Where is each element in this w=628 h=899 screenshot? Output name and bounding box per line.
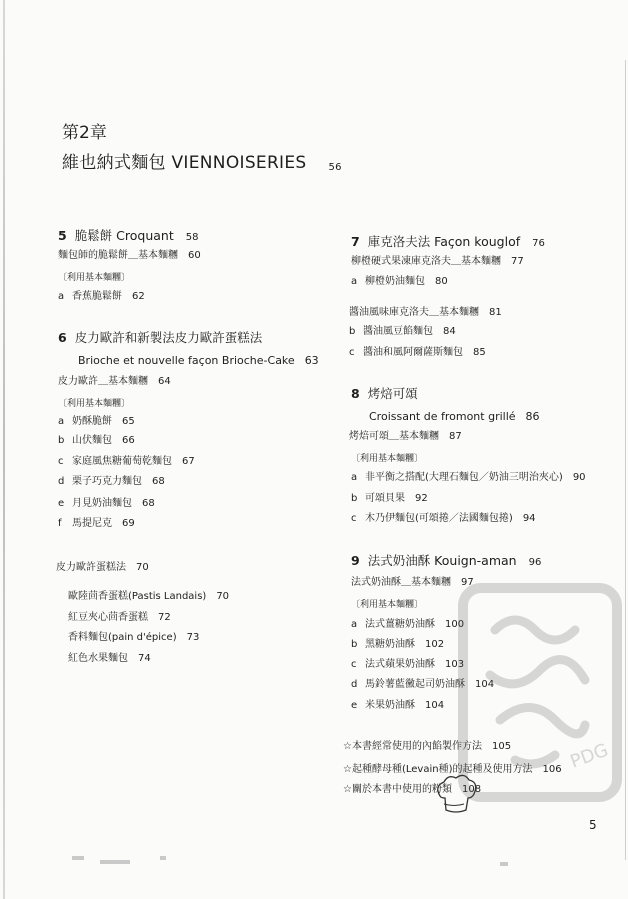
item-letter: a: [58, 416, 65, 427]
entry-page-number: 74: [138, 653, 151, 664]
item-letter: b: [58, 435, 65, 446]
entry-title: Croissant de fromont grillé: [369, 410, 516, 423]
entry-page-number: 104: [475, 679, 495, 690]
toc-item: [351, 639, 444, 651]
toc-item: [58, 416, 135, 428]
entry-title: 法式蘋果奶油酥: [365, 659, 435, 670]
entry-title: 法式薑糖奶油酥: [365, 619, 435, 630]
chapter-title: [62, 148, 342, 173]
entry-title: 法式奶油酥 Kouign-aman: [367, 553, 517, 568]
page-number: 5: [589, 818, 597, 832]
toc-item: [68, 632, 199, 644]
scan-speck: [160, 856, 166, 860]
entry-title: 紅色水果麵包: [68, 653, 128, 664]
toc-item: [58, 291, 145, 303]
entry-page-number: 65: [122, 416, 135, 427]
entry-title: 烤焙可頌: [367, 386, 418, 401]
entry-title: ☆本書經常使用的內餡製作方法: [343, 741, 482, 752]
toc-note: [58, 398, 130, 410]
toc-item: [68, 612, 171, 624]
chapter-page: 56: [328, 162, 342, 173]
entry-page-number: 102: [425, 639, 445, 650]
section-number: 7: [351, 234, 360, 249]
entry-page-number: 58: [185, 232, 199, 243]
item-letter: a: [351, 276, 358, 287]
toc-item: [349, 347, 486, 359]
toc-item: [351, 513, 536, 525]
toc-item: [68, 653, 151, 665]
item-letter: b: [351, 639, 358, 650]
chef-hat-icon: [432, 774, 478, 818]
entry-title: 可頌貝果: [365, 493, 405, 504]
entry-title: 歐陸茴香蛋糕(Pastis Landais): [68, 591, 207, 602]
entry-page-number: 100: [445, 619, 465, 630]
scan-speck: [500, 862, 508, 866]
entry-title: 柳橙硬式果凍庫克洛夫＿基本麵糰: [351, 256, 501, 267]
entry-title: 月見奶油麵包: [72, 498, 132, 509]
entry-title: 脆鬆餅 Croquant: [74, 228, 174, 243]
entry-title: 山伏麵包: [72, 435, 112, 446]
entry-page-number: 96: [528, 557, 542, 568]
toc-item: [351, 659, 464, 671]
scan-speck: [72, 856, 84, 860]
entry-title: 柳橙奶油麵包: [365, 276, 425, 287]
entry-title: 皮力歐許和新製法皮力歐許蛋糕法: [74, 330, 263, 345]
entry-title: 烤焙可頌＿基本麵糰: [349, 431, 439, 442]
entry-page-number: 72: [158, 612, 171, 623]
entry-page-number: 62: [132, 291, 145, 302]
page-edge-line: [625, 60, 626, 860]
toc-sub: [369, 410, 540, 423]
toc-line: [349, 307, 502, 319]
entry-title: 奶酥脆餅: [72, 416, 112, 427]
entry-title: 法式奶油酥＿基本麵糰: [351, 577, 451, 588]
toc-heading: [58, 330, 262, 345]
entry-title: 〔利用基本麵糰〕: [351, 600, 424, 610]
entry-page-number: 73: [186, 632, 200, 643]
entry-title: 醬油風豆餡麵包: [363, 326, 433, 337]
section-number: 8: [351, 386, 360, 401]
entry-title: 米果奶油酥: [365, 700, 415, 711]
section-number: 9: [351, 553, 360, 568]
entry-title: 馬提尼克: [72, 518, 112, 529]
entry-title: 〔利用基本麵糰〕: [58, 273, 131, 283]
toc-line: [351, 256, 524, 268]
entry-title: ☆起種酵母種(Levain種)的起種及使用方法: [343, 764, 533, 775]
item-letter: e: [351, 700, 358, 711]
item-letter: e: [58, 498, 65, 509]
entry-page-number: 97: [461, 577, 474, 588]
item-letter: c: [351, 659, 357, 670]
toc-line: [349, 431, 462, 443]
toc-line: [56, 562, 149, 574]
toc-item: [351, 493, 428, 505]
entry-page-number: 105: [491, 741, 512, 752]
entry-page-number: 77: [511, 256, 524, 267]
entry-page-number: 69: [122, 518, 135, 529]
entry-title: 醬油風味庫克洛夫＿基本麵糰: [349, 307, 479, 318]
entry-title: 家庭風焦糖葡萄乾麵包: [72, 456, 172, 467]
item-letter: b: [349, 326, 356, 337]
entry-page-number: 86: [525, 410, 540, 423]
entry-page-number: 85: [473, 347, 486, 358]
item-letter: a: [58, 291, 65, 302]
entry-page-number: 104: [425, 700, 445, 711]
entry-page-number: 87: [449, 431, 462, 442]
stamp-text: PDG: [567, 739, 612, 773]
entry-page-number: 106: [542, 764, 562, 775]
item-letter: c: [349, 347, 355, 358]
item-letter: a: [351, 472, 358, 483]
chapter-title-text: 維也納式麵包 VIENNOISERIES: [62, 153, 307, 173]
toc-heading: [351, 234, 545, 251]
toc-sub: [78, 354, 319, 367]
entry-title: 木乃伊麵包(可頌捲／法國麵包捲): [365, 513, 513, 524]
chapter-label: 第2章: [62, 123, 107, 143]
entry-page-number: 70: [136, 562, 149, 573]
toc-item: [58, 518, 135, 530]
entry-title: 皮力歐許＿基本麵糰: [58, 376, 148, 387]
entry-page-number: 80: [435, 276, 448, 287]
library-stamp-watermark: [455, 580, 625, 805]
toc-item: [351, 619, 464, 631]
entry-title: 〔利用基本麵糰〕: [351, 454, 424, 464]
entry-page-number: 68: [142, 498, 155, 509]
entry-page-number: 60: [188, 250, 201, 261]
item-letter: c: [58, 456, 64, 467]
toc-item: [351, 276, 448, 288]
entry-page-number: 64: [158, 376, 171, 387]
item-letter: a: [351, 619, 358, 630]
page-edge-shadow: [3, 0, 5, 899]
toc-item: [68, 591, 229, 603]
section-number: 5: [58, 228, 67, 243]
entry-page-number: 84: [443, 326, 456, 337]
entry-title: 皮力歐許蛋糕法: [56, 562, 126, 573]
entry-title: 馬鈴薯藍黴起司奶油酥: [365, 679, 465, 690]
item-letter: f: [58, 518, 62, 529]
entry-page-number: 68: [152, 476, 165, 487]
entry-title: 非平衡之搭配(大理石麵包／奶油三明治夾心): [365, 472, 563, 483]
entry-page-number: 67: [182, 456, 195, 467]
entry-page-number: 70: [216, 591, 230, 602]
scan-speck: [100, 860, 130, 864]
entry-page-number: 66: [122, 435, 135, 446]
entry-title: 香蕉脆鬆餅: [72, 291, 122, 302]
entry-title: 紅豆夾心茴香蛋糕: [68, 612, 148, 623]
toc-note: [351, 453, 423, 465]
item-letter: b: [351, 493, 358, 504]
toc-line: [58, 376, 171, 388]
entry-title: ☆關於本書中使用的粉類: [343, 784, 452, 795]
entry-title: 庫克洛夫法 Façon kouglof: [367, 234, 521, 249]
toc-note: [58, 272, 130, 284]
toc-item: [351, 472, 586, 484]
section-number: 6: [58, 330, 67, 345]
entry-title: 香料麵包(pain d'épice): [68, 632, 177, 643]
toc-item: [58, 456, 195, 468]
entry-title: 麵包師的脆鬆餅＿基本麵糰: [58, 250, 178, 261]
entry-page-number: 108: [461, 784, 482, 795]
item-letter: c: [351, 513, 357, 524]
toc-item: [349, 326, 456, 338]
item-letter: d: [58, 476, 65, 487]
entry-page-number: 103: [445, 659, 465, 670]
toc-line: [58, 250, 201, 262]
toc-item: [58, 498, 155, 510]
toc-note: [351, 599, 423, 611]
entry-page-number: 63: [304, 354, 319, 367]
entry-title: 栗子巧克力麵包: [72, 476, 142, 487]
entry-page-number: 92: [415, 493, 428, 504]
entry-page-number: 90: [572, 472, 586, 483]
toc-item: [58, 435, 135, 447]
toc-heading: [351, 553, 541, 570]
entry-title: 醬油和風阿爾薩斯麵包: [363, 347, 463, 358]
toc-heading: [351, 386, 418, 401]
entry-page-number: 76: [532, 238, 545, 249]
entry-title: 〔利用基本麵糰〕: [58, 399, 131, 409]
toc-heading: [58, 228, 199, 245]
entry-page-number: 94: [522, 513, 536, 524]
item-letter: d: [351, 679, 358, 690]
entry-title: Brioche et nouvelle façon Brioche-Cake: [78, 354, 295, 367]
entry-title: 黑糖奶油酥: [365, 639, 415, 650]
toc-item: [58, 476, 165, 488]
entry-page-number: 81: [489, 307, 502, 318]
toc-item: [351, 700, 444, 712]
